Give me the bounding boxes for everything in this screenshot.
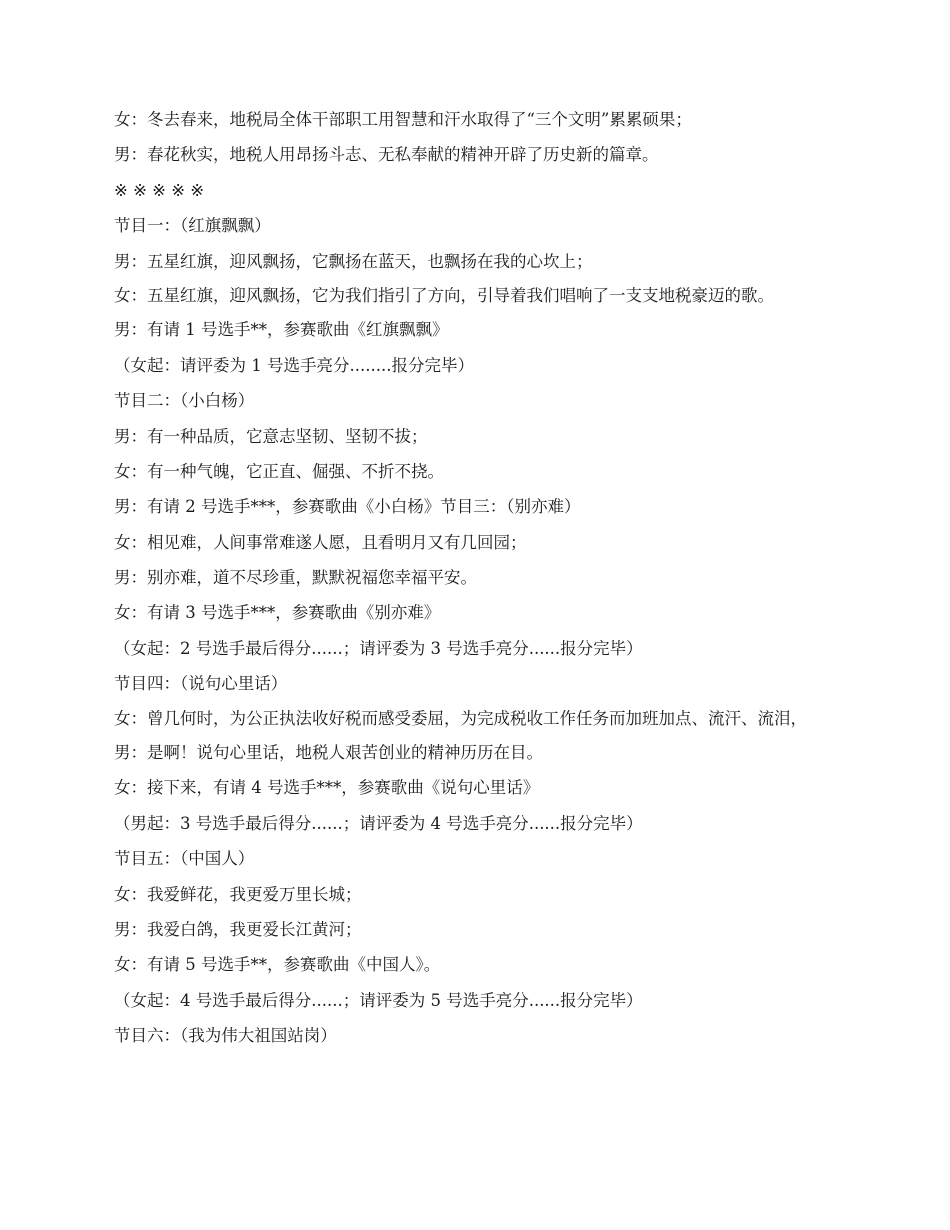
program-heading-1: 节目一：（红旗飘飘） [114, 216, 271, 236]
paragraph-24: 男：我爱白鸽，我更爱长江黄河； [114, 919, 362, 939]
paragraph-10: 男：有一种品质，它意志坚韧、坚韧不拔； [114, 426, 428, 446]
paragraph-18: 女：曾几何时，为公正执法收好税而感受委屈，为完成税收工作任务而加班加点、流汗、流泪， [114, 708, 807, 728]
paragraph-14: 男：别亦难，道不尽珍重，默默祝福您幸福平安。 [114, 568, 477, 588]
program-heading-6: 节目六：（我为伟大祖国站岗） [114, 1026, 337, 1046]
paragraph-7: 男：有请 1 号选手**，参赛歌曲《红旗飘飘》 [114, 320, 449, 340]
paragraph-11: 女：有一种气魄，它正直、倔强、不折不挠。 [114, 461, 444, 481]
section-separator: ※ ※ ※ ※ ※ [114, 180, 205, 200]
paragraph-12: 男：有请 2 号选手***，参赛歌曲《小白杨》节目三：（别亦难） [114, 497, 581, 517]
paragraph-19: 男：是啊！说句心里话，地税人艰苦创业的精神历历在目。 [114, 743, 543, 763]
paragraph-21: （男起：3 号选手最后得分......；请评委为 4 号选手亮分......报分完毕） [114, 813, 643, 833]
paragraph-5: 男：五星红旗，迎风飘扬，它飘扬在蓝天，也飘扬在我的心坎上； [114, 251, 593, 271]
paragraph-1: 女：冬去春来，地税局全体干部职工用智慧和汗水取得了“三个文明”累累硕果； [114, 110, 692, 129]
paragraph-15: 女：有请 3 号选手***，参赛歌曲《别亦难》 [114, 603, 441, 623]
paragraph-2: 男：春花秋实，地税人用昂扬斗志、无私奉献的精神开辟了历史新的篇章。 [114, 145, 659, 165]
program-heading-5: 节目五：（中国人） [114, 849, 255, 869]
document-body [114, 109, 834, 1061]
paragraph-20: 女：接下来，有请 4 号选手***，参赛歌曲《说句心里话》 [114, 778, 540, 798]
paragraph-23: 女：我爱鲜花，我更爱万里长城； [114, 884, 362, 904]
paragraph-6: 女：五星红旗，迎风飘扬，它为我们指引了方向，引导着我们唱响了一支支地税豪迈的歌。 [114, 285, 774, 305]
paragraph-16: （女起：2 号选手最后得分......；请评委为 3 号选手亮分......报分完毕） [114, 638, 643, 658]
program-heading-2: 节目二：（小白杨） [114, 391, 255, 411]
program-heading-4: 节目四：（说句心里话） [114, 674, 288, 694]
paragraph-26: （女起：4 号选手最后得分......；请评委为 5 号选手亮分......报分完毕） [114, 990, 643, 1010]
paragraph-25: 女：有请 5 号选手**，参赛歌曲《中国人》。 [114, 955, 441, 975]
paragraph-8: （女起：请评委为 1 号选手亮分........报分完毕） [114, 355, 474, 375]
paragraph-13: 女：相见难，人间事常难遂人愿，且看明月又有几回园； [114, 532, 527, 552]
